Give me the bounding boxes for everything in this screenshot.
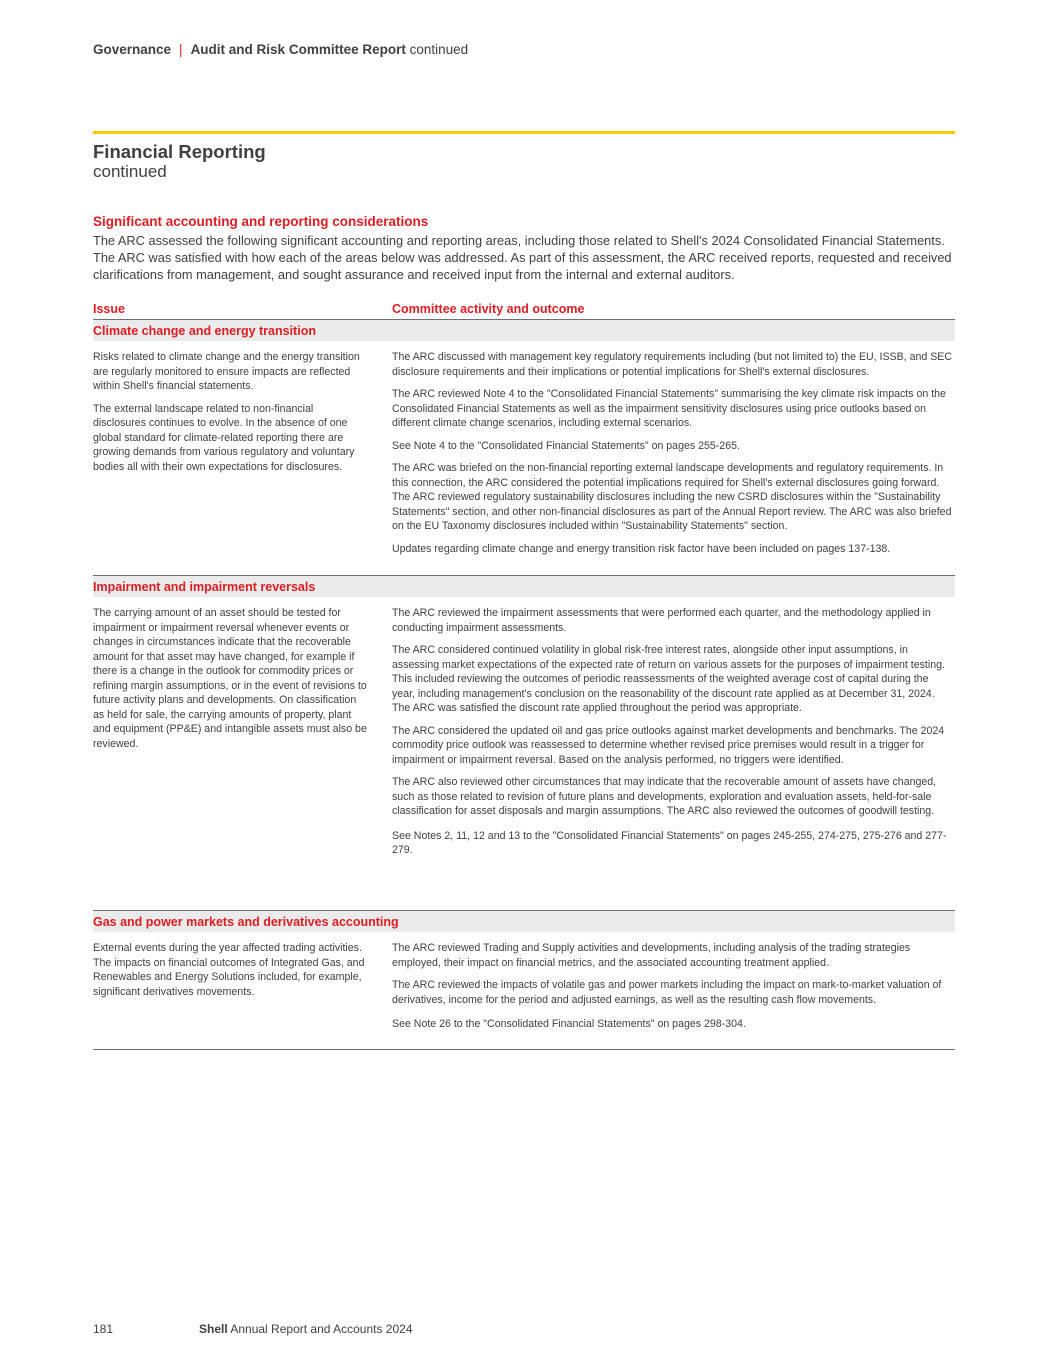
issue-paragraph: External events during the year affected trading activities. The impacts on financial outcomes of Integrated Gas, and Renewables and Energy Solutions included, for example, significant derivatives movements.: [93, 942, 365, 998]
footer-title: Annual Report and Accounts 2024: [230, 1322, 413, 1336]
activity-cell: [392, 941, 952, 1046]
table-row: [93, 932, 955, 1050]
issue-cell: [93, 350, 369, 572]
activity-paragraph: The ARC reviewed Note 4 to the "Consolidated Financial Statements" summarising the key climate risk impacts on the Consolidated Financial Statements as well as the impairment sensitivity disclosures using price outlooks based on different climate change scenarios, including external scenarios.: [392, 388, 946, 429]
group-header: [93, 319, 955, 341]
group-header: [93, 910, 955, 932]
intro-heading: Significant accounting and reporting considerations: [93, 214, 429, 229]
running-head-separator: |: [179, 42, 183, 57]
activity-paragraph: The ARC reviewed the impairment assessments that were performed each quarter, and the methodology applied in conducting impairment assessments.: [392, 607, 931, 634]
activity-paragraph: The ARC discussed with management key regulatory requirements including (but not limited to) the EU, ISSB, and SEC disclosure requirements and their implications or potential implications for Shell's external disclosures.: [392, 351, 952, 378]
issue-paragraph: The carrying amount of an asset should be tested for impairment or impairment reversal whenever events or changes in circumstances indicate that the recoverable amount for that asset may have changed, for example if there is a change in the outlook for commodity prices or refining margin assumptions, or in the event of revisions to future activity plans and developments. On classification as held for sale, the carrying amounts of property, plant and equipment (PP&E) and intangible assets must also be reviewed.: [93, 607, 367, 750]
activity-paragraph: See Note 26 to the "Consolidated Financial Statements" on pages 298-304.: [392, 1018, 746, 1030]
table-row: [93, 341, 955, 575]
table-row: [93, 597, 955, 910]
activity-cell: [392, 606, 952, 907]
running-head-section: Governance: [93, 42, 172, 57]
activity-paragraph: The ARC considered continued volatility in global risk-free interest rates, alongside other input assumptions, in assessing market expectations of the expected rate of return on various assets for the purposes of impairment testing. This included reviewing the outcomes of periodic reassessments of the weighted average cost of capital during the year, including management's conclusion on the reasonability of the discount rate applied as at December 31, 2024. The ARC was satisfied the discount rate applied throughout the period was appropriate.: [392, 644, 945, 714]
page-number: 181: [93, 1322, 114, 1336]
activity-paragraph: The ARC reviewed Trading and Supply activities and developments, including analysis of the trading strategies employed, their impact on financial metrics, and the associated accounting treatment applied.: [392, 942, 911, 969]
section-title: Financial Reporting: [93, 141, 266, 162]
issue-cell: [93, 606, 369, 907]
activity-paragraph: See Note 4 to the "Consolidated Financial Statements" on pages 255-265.: [392, 439, 740, 452]
issue-paragraph: Risks related to climate change and the energy transition are regularly monitored to ensure impacts are reflected within Shell's financial statements.: [93, 351, 360, 392]
group-title: Climate change and energy transition: [93, 323, 316, 338]
group-title: Gas and power markets and derivatives accounting: [93, 914, 399, 929]
activity-paragraph: Updates regarding climate change and energy transition risk factor have been included on pages 137-138.: [392, 542, 891, 555]
running-head: [93, 42, 468, 57]
column-header-issue: Issue: [93, 302, 125, 316]
activity-paragraph: The ARC was briefed on the non-financial reporting external landscape developments and regulatory requirements. In this connection, the ARC considered the potential implications required for Shell's external disclosures going forward. The ARC reviewed regulatory sustainability disclosures including the new CSRD disclosures within the "Sustainability Statements" section, and other non-financial disclosures as part of the Annual Report review. The ARC was also briefed on the EU Taxonomy disclosures included within "Sustainability Statements" section.: [392, 462, 952, 532]
column-header-activity: Committee activity and outcome: [392, 302, 585, 316]
group-title: Impairment and impairment reversals: [93, 579, 316, 594]
issue-paragraph: The external landscape related to non-financial disclosures continues to evolve. In the absence of one global standard for climate-related reporting there are growing demands from various regulatory and voluntary bodies all with their own expectations for disclosures.: [93, 402, 355, 473]
section-subtitle: continued: [93, 162, 167, 181]
activity-paragraph: See Notes 2, 11, 12 and 13 to the "Consolidated Financial Statements" on pages 245-255, 274-275, 275-276 and 277-279.: [392, 829, 947, 856]
issue-cell: [93, 941, 369, 1046]
running-head-report: Audit and Risk Committee Report: [190, 42, 406, 57]
page-footer: [93, 1322, 413, 1336]
table-header: [93, 296, 955, 319]
activity-paragraph: The ARC also reviewed other circumstances that may indicate that the recoverable amount of assets have changed, such as those related to revision of future plans and developments, exploration and evaluation assets, held-for-sale classification for asset disposals and margin assumptions. The ARC also reviewed the outcomes of goodwill testing.: [392, 776, 937, 817]
running-head-suffix: continued: [409, 42, 469, 57]
intro-text: The ARC assessed the following significant accounting and reporting areas, including those related to Shell's 2024 Consolidated Financial Statements. The ARC was satisfied with how each of the areas below was addressed. As part of this assessment, the ARC received reports, requested and received clarifications from management, and sought assurance and received input from the internal and external auditors.: [93, 233, 952, 282]
group-header: [93, 575, 955, 597]
footer-brand: Shell: [199, 1322, 228, 1336]
section-rule: [93, 131, 955, 134]
activity-cell: [392, 350, 952, 572]
activity-paragraph: The ARC reviewed the impacts of volatile gas and power markets including the impact on mark-to-market valuation of derivatives, income for the period and adjusted earnings, as well as the resulting cash flow movements.: [392, 979, 942, 1006]
activity-paragraph: The ARC considered the updated oil and gas price outlooks against market developments and benchmarks. The 2024 commodity price outlook was reassessed to determine whether revised price premises would result in a trigger for impairment or impairment reversal. Based on the analysis performed, no triggers were identified.: [392, 724, 945, 766]
considerations-table: [93, 296, 955, 1050]
